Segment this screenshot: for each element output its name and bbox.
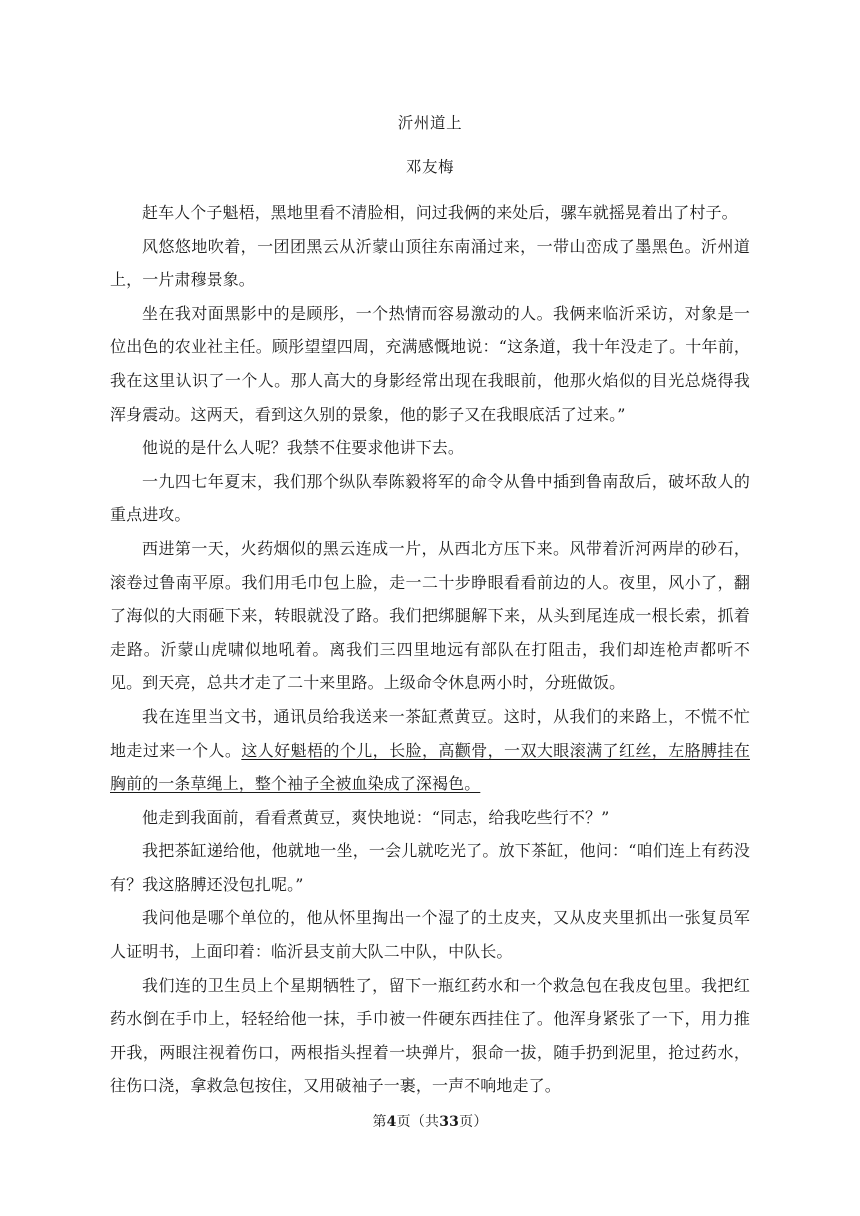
page-footer <box>0 1112 860 1132</box>
paragraph-1: 赶车人个子魁梧，黑地里看不清脸相，问过我俩的来处后，骡车就摇晃着出了村子。 <box>142 203 738 222</box>
footer-prefix: 第 <box>372 1114 387 1130</box>
document-title: 沂州道上 <box>397 114 463 132</box>
document-author: 邓友梅 <box>405 158 455 176</box>
footer-current-page: 4 <box>386 1114 397 1130</box>
paragraph-2: 风悠悠地吹着，一团团黑云从沂蒙山顶往东南涌过来，一带山峦成了墨黑色。沂州道上，一片肃穆景象。 <box>110 236 750 290</box>
footer-middle: 页（共 <box>396 1114 440 1130</box>
underlined-passage: 这人好魁梧的个儿，长脸，高颧骨，一双大眼滚满了红丝，左胳膊挂在胸前的一条草绳上，整个袖子全被血染成了深褐色。 <box>110 740 750 794</box>
paragraph-3: 坐在我对面黑影中的是顾彤，一个热情而容易激动的人。我俩来临沂采访，对象是一位出色的农业社主任。顾彤望望四周，充满感慨地说：“这条道，我十年没走了。十年前，我在这里认识了一个人。那人高大的身影经常出现在我眼前，他那火焰似的目光总烧得我浑身震动。这两天，看到这久别的景象，他的影子又在我眼底活了过来。” <box>110 303 750 424</box>
footer-suffix: 页） <box>459 1114 488 1130</box>
footer-total-pages: 33 <box>439 1114 460 1130</box>
paragraph-8: 他走到我面前，看看煮黄豆，爽快地说：“同志，给我吃些行不？” <box>142 807 610 827</box>
document-body <box>110 196 750 1103</box>
paragraph-7-lead: 我在连里当文书，通讯员给我送来一茶缸煮黄豆。这时，从我们的来路上，不慌不忙地走过来一个人。 <box>110 706 750 760</box>
paragraph-10: 我问他是哪个单位的，他从怀里掏出一个湿了的土皮夹，又从皮夹里抓出一张复员军人证明书，上面印着：临沂县支前大队二中队，中队长。 <box>110 908 750 962</box>
paragraph-6: 西进第一天，火药烟似的黑云连成一片，从西北方压下来。风带着沂河两岸的砂石，滚卷过鲁南平原。我们用毛巾包上脸，走一二十步睁眼看看前边的人。夜里，风小了，翻了海似的大雨砸下来，转眼就没了路。我们把绑腿解下来，从头到尾连成一根长索，抓着走路。沂蒙山虎啸似地吼着。离我们三四里地远有部队在打阻击，我们却连枪声都听不见。到天亮，总共才走了二十来里路。上级命令休息两小时，分班做饭。 <box>110 538 750 693</box>
document-content <box>110 0 750 1103</box>
paragraph-11: 我们连的卫生员上个星期牺牲了，留下一瓶红药水和一个救急包在我皮包里。我把红药水倒在手巾上，轻轻给他一抹，手巾被一件硬东西挂住了。他浑身紧张了一下，用力推开我，两眼注视着伤口，两根指头捏着一块弹片，狠命一拔，随手扔到泥里，抢过药水，往伤口浇，拿救急包按住，又用破袖子一裹，一声不响地走了。 <box>110 975 750 1096</box>
paragraph-9: 我把茶缸递给他，他就地一坐，一会儿就吃光了。放下茶缸，他问：“咱们连上有药没有？我这胳膊还没包扎呢。” <box>110 841 750 894</box>
paragraph-5: 一九四七年夏末，我们那个纵队奉陈毅将军的命令从鲁中插到鲁南敌后，破坏敌人的重点进攻。 <box>110 471 750 525</box>
paragraph-4: 他说的是什么人呢？我禁不住要求他讲下去。 <box>142 438 465 458</box>
paragraph-7 <box>110 700 750 801</box>
